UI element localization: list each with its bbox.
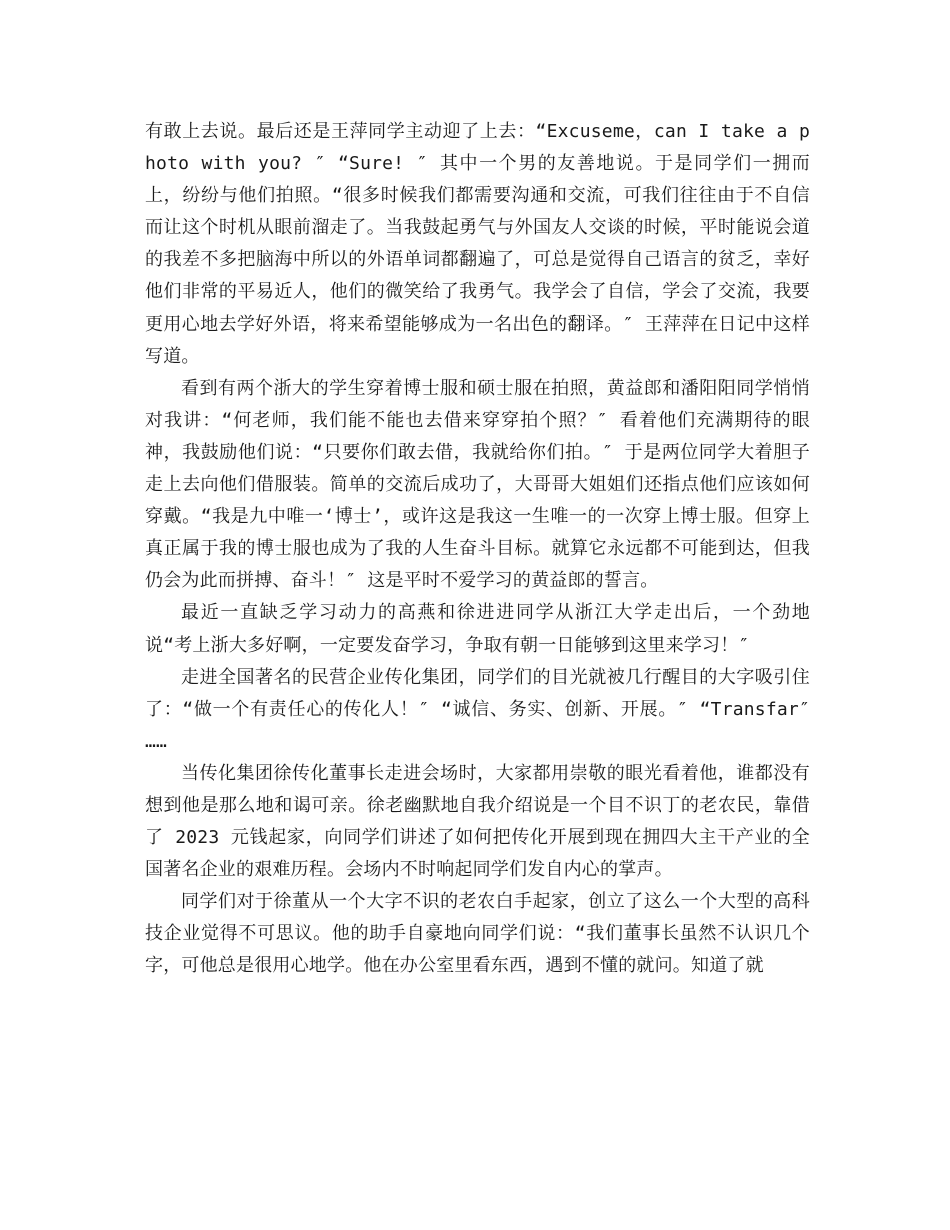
- paragraph-3: 最近一直缺乏学习动力的高燕和徐进进同学从浙江大学走出后，一个劲地说“考上浙大多好啊，一定要发奋学习，争取有朝一日能够到这里来学习！″: [145, 602, 810, 656]
- paragraph-5: 当传化集团徐传化董事长走进会场时，大家都用崇敬的眼光看着他，谁都没有想到他是那么地和谒可亲。徐老幽默地自我介绍说是一个目不识丁的老农民，靠借了 2023 元钱起家，向同学们讲述了如何把传化开展到现在拥四大主干产业的全国著名企业的艰难历程。会场内不时响起同学们发自内心的掌声。: [145, 762, 810, 881]
- paragraph-2: 看到有两个浙大的学生穿着博士服和硕士服在拍照，黄益郎和潘阳阳同学悄悄对我讲：“何老师，我们能不能也去借来穿穿拍个照？″ 看着他们充满期待的眼神，我鼓励他们说：“只要你们敢去借，我就给你们拍。″ 于是两位同学大着胆子走上去向他们借服装。简单的交流后成功了，大哥哥大姐姐们还指点他们应该如何穿戴。“我是九中唯一‘博士’，或许这是我这一生唯一的一次穿上博士服。但穿上真正属于我的博士服也成为了我的人生奋斗目标。就算它永远都不可能到达，但我仍会为此而拼搏、奋斗！″ 这是平时不爱学习的黄益郎的誓言。: [145, 377, 810, 592]
- paragraph-6: 同学们对于徐董从一个大字不识的老农白手起家，创立了这么一个大型的高科技企业觉得不可思议。他的助手自豪地向同学们说：“我们董事长虽然不认识几个字，可他总是很用心地学。他在办公室里看东西，遇到不懂的就问。知道了就: [145, 891, 810, 977]
- body-text: [145, 116, 810, 983]
- paragraph-4: 走进全国著名的民营企业传化集团，同学们的目光就被几行醒目的大字吸引住了：“做一个有责任心的传化人！″ “诚信、务实、创新、开展。″ “Transfar″ ……: [145, 666, 810, 752]
- paragraph-1: 有敢上去说。最后还是王萍同学主动迎了上去：“Excuseme，can I take a photo with you? ″ “Sure! ″ 其中一个男的友善地说。于是同学们一拥而上，纷纷与他们拍照。“很多时候我们都需要沟通和交流，可我们往往由于不自信而让这个时机从眼前溜走了。当我鼓起勇气与外国友人交谈的时候，平时能说会道的我差不多把脑海中所以的外语单词都翻遍了，可总是觉得自己语言的贫乏，幸好他们非常的平易近人，他们的微笑给了我勇气。我学会了自信，学会了交流，我要更用心地去学好外语，将来希望能够成为一名出色的翻译。″ 王萍萍在日记中这样写道。: [145, 121, 810, 367]
